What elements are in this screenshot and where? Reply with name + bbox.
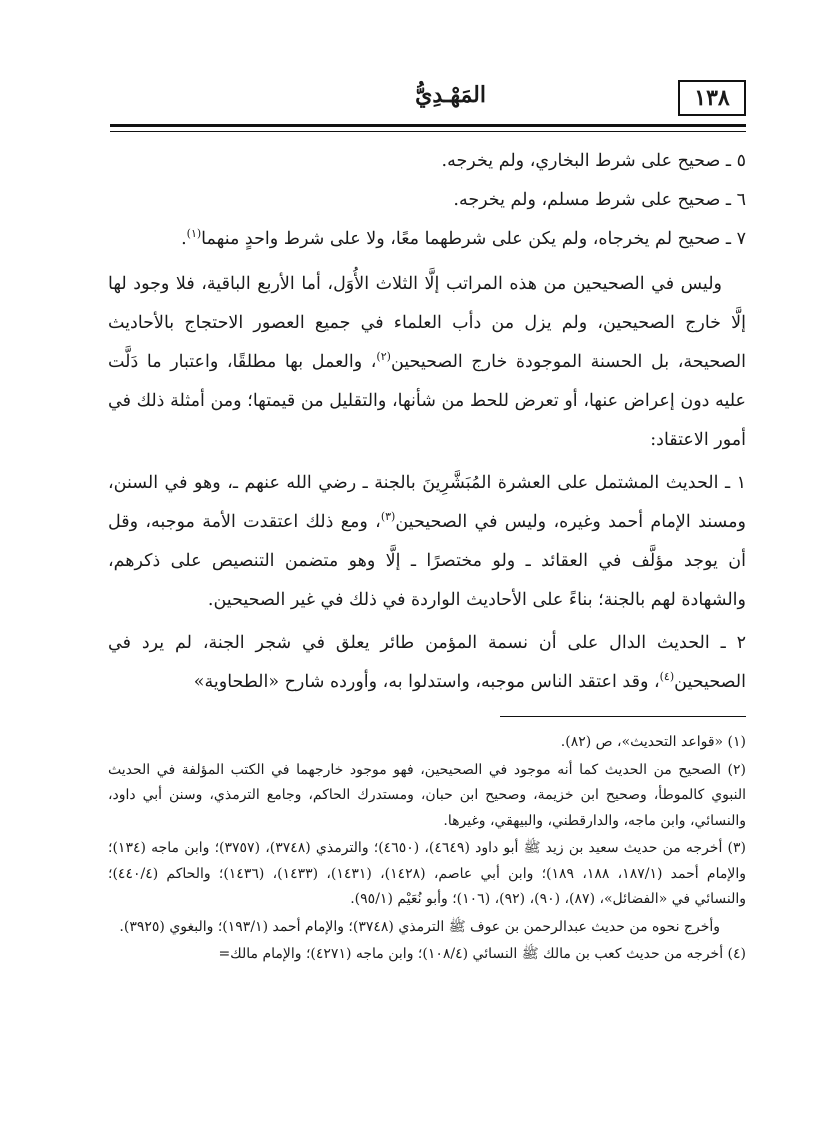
rank-item-7-text: ٧ ـ صحيح لم يخرجاه، ولم يكن على شرطهما معًا، ولا على شرط واحدٍ منهما bbox=[201, 229, 746, 249]
example-1-part1: ١ ـ الحديث المشتمل على العشرة المُبَشَّرِينَ بالجنة ـ رضي الله عنهم ـ، وهو في السنن، ومسند الإمام أحمد وغيره، وليس في الصحيحين bbox=[108, 473, 746, 532]
paragraph-ranks-part1: وليس في الصحيحين من هذه المراتب إلَّا الثلاث الأُوَل، أما الأربع الباقية، فلا وجود لها إلَّا خارج الصحيحين، ولم يزل من دأب العلماء في جميع العصور الاحتجاج بالأحاديث الصحيحة، بل الحسنة الموجودة خارج الصحيحين bbox=[108, 274, 746, 372]
footnotes bbox=[108, 728, 746, 968]
example-2 bbox=[108, 624, 746, 702]
footnote-ref-3[interactable]: (٣) bbox=[380, 510, 396, 524]
paragraph-ranks-part2: ، والعمل بها مطلقًا، واعتبار ما دَلَّت عليه دون إعراض عنها، أو تعرض للحط من شأنها، والتقليل من قيمتها؛ ومن أمثلة ذلك في أمور الاعتقاد: bbox=[108, 352, 746, 450]
example-1 bbox=[108, 464, 746, 620]
page-number: ١٣٨ bbox=[678, 80, 746, 116]
header-rule-thick bbox=[110, 124, 746, 127]
rank-item-6: ٦ ـ صحيح على شرط مسلم، ولم يخرجه. bbox=[453, 190, 746, 210]
footnote-ref-4[interactable]: (٤) bbox=[659, 670, 675, 684]
rank-item-7: ٧ ـ صحيح لم يخرجاه، ولم يكن على شرطهما معًا، ولا على شرط واحدٍ منهما$^{(١)}$. bbox=[181, 227, 746, 249]
footnote-ref-1[interactable]: (١) bbox=[186, 227, 202, 241]
main-text bbox=[108, 142, 746, 702]
rank-item-5: ٥ ـ صحيح على شرط البخاري، ولم يخرجه. bbox=[441, 151, 746, 171]
header-rule-thin bbox=[110, 131, 746, 132]
footnote-3: (٣) أخرجه من حديث سعيد بن زيد ﷺ أبو داود (٤٦٤٩)، (٤٦٥٠)؛ والترمذي (٣٧٤٨)، (٣٧٥٧)؛ وابن ماجه (١٣٤)؛ والإمام أحمد (١٨٧/١، ١٨٨، ١٨٩)؛ وابن أبي عاصم، (١٤٢٨)، (١٤٣١)، (١٤٣٣)، (١٤٣٦)؛ والحاكم (٤٤٠/٤)؛ والنسائي في «الفضائل»، (٨٧)، (٩٠)، (٩٢)، (١٠٦)؛ وأبو نُعَيْم (٩٥/١). bbox=[108, 840, 746, 907]
page-header bbox=[110, 72, 746, 122]
footnote-4: (٤) أخرجه من حديث كعب بن مالك ﷺ النسائي (١٠٨/٤)؛ وابن ماجه (٤٢٧١)؛ والإمام مالك= bbox=[218, 946, 746, 962]
example-2-part2: ، وقد اعتقد الناس موجبه، واستدلوا به، وأورده شارح «الطحاوية» bbox=[193, 672, 660, 692]
footnote-2: (٢) الصحيح من الحديث كما أنه موجود في الصحيحين، فهو موجود خارجهما في الكتب المؤلفة في الحديث النبوي كالموطأ، وصحيح ابن خزيمة، وصحيح ابن حبان، ومستدرك الحاكم، وجامع الترمذي، وسنن أبي داود، والنسائي، وابن ماجه، والدارقطني، والبيهقي، وغيرها. bbox=[108, 761, 746, 829]
footnote-1: (١) «قواعد التحديث»، ص (٨٢). bbox=[560, 734, 746, 750]
example-2-part1: ٢ ـ الحديث الدال على أن نسمة المؤمن طائر يعلق في شجر الجنة، لم يرد في الصحيحين bbox=[108, 633, 746, 692]
footnote-3-continuation: وأخرج نحوه من حديث عبدالرحمن بن عوف ﷺ الترمذي (٣٧٤٨)؛ والإمام أحمد (١٩٣/١)؛ والبغوي (٣٩٢٥). bbox=[119, 918, 720, 935]
footnote-separator bbox=[500, 716, 746, 717]
footnote-ref-2[interactable]: (٢) bbox=[376, 350, 391, 364]
running-title: المَهْـدِيُّ bbox=[415, 82, 486, 108]
paragraph-ranks bbox=[108, 265, 746, 460]
example-1-part2: ، ومع ذلك اعتقدت الأمة موجبه، وقل أن يوجد مؤلَّف في العقائد ـ ولو مختصرًا ـ إلَّا وهو متضمن التنصيص على ذكرهم، والشهادة لهم بالجنة؛ بناءً على الأحاديث الواردة في ذلك في غير الصحيحين. bbox=[108, 512, 746, 610]
